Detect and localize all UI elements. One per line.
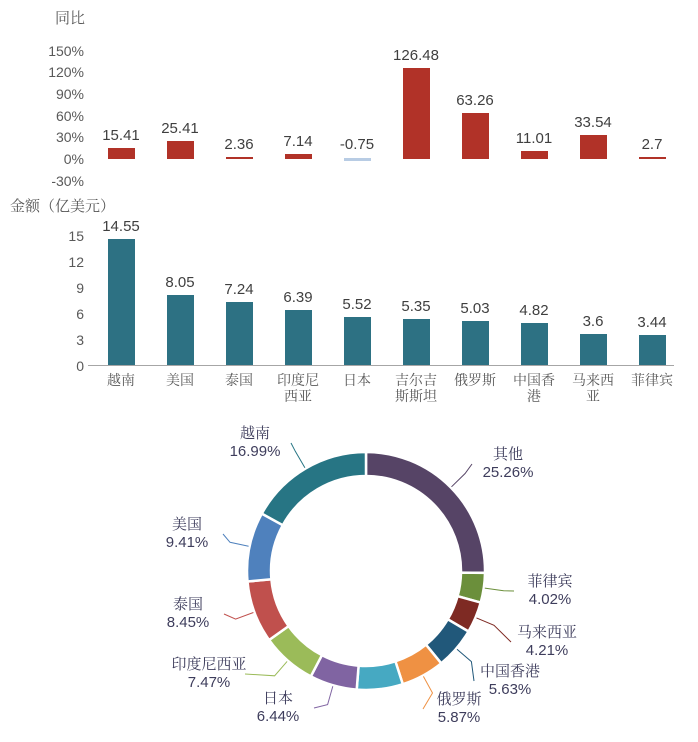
donut-label-菲律宾: 菲律宾 4.02% [527, 573, 573, 608]
category-label: 中国香 港 [513, 372, 555, 404]
donut-slice-越南 [262, 452, 366, 525]
yoy-bar-value-label: -0.75 [339, 136, 375, 153]
yoy-bar-value-label: 126.48 [393, 46, 439, 64]
category-label: 菲律宾 [631, 372, 673, 388]
donut-label-俄罗斯: 俄罗斯 5.87% [436, 691, 482, 726]
yoy-y-axis-tick: 90% [55, 85, 84, 102]
amount-y-axis-tick: 15 [68, 228, 84, 244]
category-label: 越南 [107, 372, 135, 388]
amount-bar-value-label: 5.03 [460, 300, 490, 318]
amount-bar-value-label: 14.55 [102, 217, 140, 235]
yoy-bar-value-label: 25.41 [161, 119, 199, 137]
amount-bar-value-label: 7.24 [224, 281, 254, 299]
donut-leader-line [224, 613, 253, 620]
amount-bar-value-label: 6.39 [283, 288, 313, 306]
amount-chart-title: 金额（亿美元） [10, 198, 116, 215]
yoy-bar-value-label: 11.01 [515, 130, 553, 148]
yoy-bar-value-label: 2.7 [641, 136, 663, 154]
amount-y-axis-tick: 12 [68, 254, 84, 270]
yoy-chart-title: 同比 [55, 10, 86, 27]
donut-label-中国香港: 中国香港 5.63% [479, 663, 541, 698]
donut-slice-泰国 [248, 579, 289, 640]
donut-label-泰国: 泰国 8.45% [166, 596, 210, 631]
donut-leader-line [477, 618, 512, 642]
yoy-bar-value-label: 2.36 [224, 136, 254, 154]
amount-bar-value-label: 3.6 [582, 312, 604, 330]
donut-leader-line [457, 649, 474, 681]
donut-leader-line [291, 443, 305, 468]
yoy-bar-value-label: 63.26 [456, 92, 494, 110]
category-label: 俄罗斯 [454, 372, 496, 388]
amount-y-axis-tick: 0 [76, 358, 84, 374]
donut-leader-line [245, 661, 287, 675]
donut-slice-美国 [247, 514, 283, 582]
donut-label-日本: 日本 6.44% [256, 690, 300, 725]
category-label: 马来西 亚 [572, 372, 614, 404]
yoy-bar-value-label: 7.14 [283, 132, 313, 150]
category-label: 印度尼 西亚 [277, 372, 319, 404]
yoy-bar-value-label: 33.54 [574, 113, 612, 131]
category-label: 泰国 [225, 372, 253, 388]
amount-y-axis-tick: 9 [76, 280, 84, 296]
donut-label-美国: 美国 9.41% [165, 516, 209, 551]
amount-y-axis-tick: 6 [76, 306, 84, 322]
amount-bar-value-label: 4.82 [519, 302, 549, 320]
yoy-y-axis-tick: 60% [55, 107, 84, 124]
amount-bar-value-label: 5.52 [342, 296, 372, 314]
donut-leader-line [423, 676, 433, 709]
donut-label-马来西亚: 马来西亚 4.21% [516, 624, 578, 659]
category-label: 吉尔吉 斯斯坦 [395, 372, 437, 404]
donut-leader-line [452, 464, 473, 487]
donut-label-印度尼西亚: 印度尼西亚 7.47% [171, 656, 247, 691]
donut-label-越南: 越南 16.99% [229, 425, 281, 460]
yoy-y-axis-tick: -30% [51, 172, 84, 189]
donut-slice-unlabeled [357, 661, 403, 690]
category-label: 日本 [343, 372, 371, 388]
amount-bar-value-label: 5.35 [401, 297, 431, 315]
donut-label-其他: 其他 25.26% [482, 446, 534, 481]
yoy-bar-value-label: 15.41 [102, 126, 140, 144]
donut-leader-line [223, 534, 249, 546]
yoy-y-axis-tick: 150% [48, 42, 84, 59]
donut-leader-line [485, 588, 514, 591]
amount-y-axis-tick: 3 [76, 332, 84, 348]
category-label: 美国 [166, 372, 194, 388]
amount-bar-value-label: 3.44 [637, 314, 667, 332]
amount-bar-value-label: 8.05 [165, 274, 195, 292]
yoy-y-axis-tick: 0% [63, 151, 84, 167]
donut-leader-line [314, 686, 333, 708]
yoy-y-axis-tick: 30% [55, 129, 84, 146]
yoy-y-axis-tick: 120% [48, 64, 84, 81]
